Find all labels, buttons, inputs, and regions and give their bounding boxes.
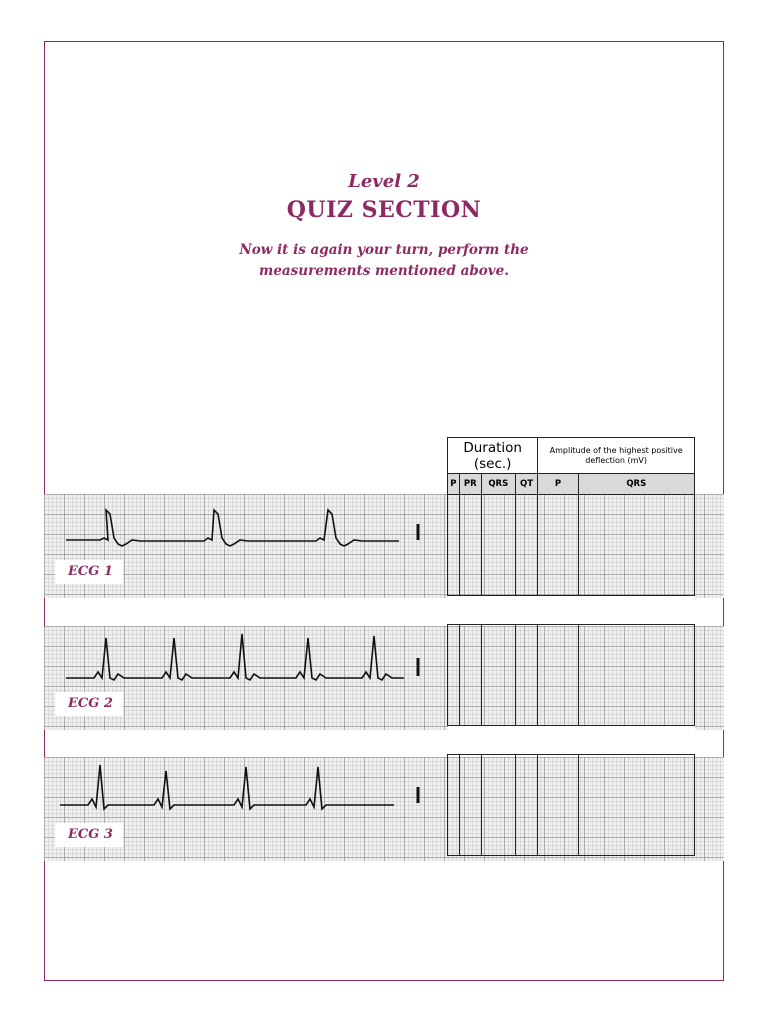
cell-ecg3-qt[interactable] <box>515 755 538 856</box>
page-title: QUIZ SECTION <box>286 197 482 223</box>
cell-ecg1-amp-p[interactable] <box>538 495 578 596</box>
ecg-label-3: ECG 3 <box>55 823 123 847</box>
cell-ecg2-qrs[interactable] <box>481 625 515 726</box>
table-gap-1 <box>448 596 695 625</box>
table-gap-2 <box>448 726 695 755</box>
col-header-qrs: QRS <box>481 474 515 495</box>
cell-ecg2-amp-qrs[interactable] <box>578 625 694 726</box>
col-header-qt: QT <box>515 474 538 495</box>
cell-ecg3-amp-p[interactable] <box>538 755 578 856</box>
col-header-amp-p: P <box>538 474 578 495</box>
col-header-amp-qrs: QRS <box>578 474 694 495</box>
measurement-table <box>447 437 695 856</box>
cell-ecg2-amp-p[interactable] <box>538 625 578 726</box>
cell-ecg3-pr[interactable] <box>459 755 481 856</box>
cell-ecg3-amp-qrs[interactable] <box>578 755 694 856</box>
cell-ecg2-p[interactable] <box>448 625 460 726</box>
ecg-label-2: ECG 2 <box>55 692 123 716</box>
level-heading: Level 2 <box>348 171 420 192</box>
cell-ecg2-qt[interactable] <box>515 625 538 726</box>
amplitude-header: Amplitude of the highest positive deflection (mV) <box>538 438 695 474</box>
cell-ecg1-qt[interactable] <box>515 495 538 596</box>
intro-line-1: Now it is again your turn, perform the <box>239 242 529 258</box>
ecg-waveform-2 <box>66 634 404 680</box>
table-row-ecg-3 <box>448 755 695 856</box>
ecg-waveform-1 <box>66 510 399 546</box>
intro-line-2: measurements mentioned above. <box>259 263 509 279</box>
intro-text <box>234 240 534 282</box>
duration-header: Duration (sec.) <box>448 438 538 474</box>
cell-ecg2-pr[interactable] <box>459 625 481 726</box>
table-row-ecg-2 <box>448 625 695 726</box>
table-row-ecg-1 <box>448 495 695 596</box>
col-header-p: P <box>448 474 460 495</box>
ecg-label-1: ECG 1 <box>55 560 123 584</box>
cell-ecg1-amp-qrs[interactable] <box>578 495 694 596</box>
ecg-waveform-3 <box>60 765 394 809</box>
cell-ecg1-qrs[interactable] <box>481 495 515 596</box>
cell-ecg3-p[interactable] <box>448 755 460 856</box>
col-header-pr: PR <box>459 474 481 495</box>
cell-ecg3-qrs[interactable] <box>481 755 515 856</box>
cell-ecg1-p[interactable] <box>448 495 460 596</box>
cell-ecg1-pr[interactable] <box>459 495 481 596</box>
